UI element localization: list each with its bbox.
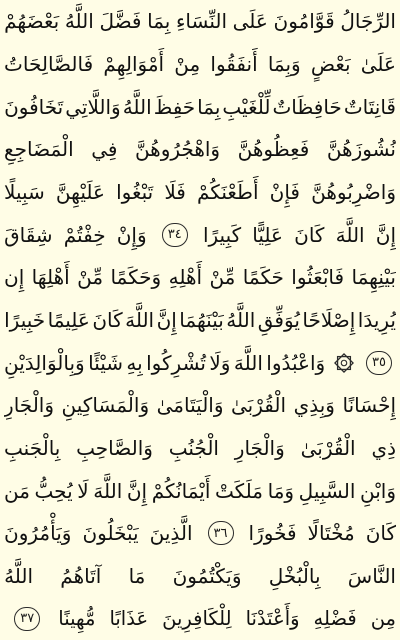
verse-word: عَلِيًّا	[252, 222, 283, 247]
verse-word: مُخْتَالًا	[307, 521, 355, 546]
verse-word: عَلَى	[232, 9, 268, 34]
verse-word: فِي	[91, 137, 118, 162]
verse-word: وَأَعْتَدْنَا	[245, 606, 300, 630]
verse-word: عَذَابًا	[109, 606, 149, 630]
verse-word: ذِي	[371, 435, 396, 460]
verse-word: خَبِيرًا	[4, 307, 46, 332]
verse-word: يُحِبُّ	[34, 478, 73, 503]
verse-word: اللَّهَ	[233, 350, 263, 375]
verse-word: بِهِ	[126, 350, 143, 375]
verse-word: فَابْعَثُوا	[291, 265, 345, 290]
verse-word: فَخُورًا	[248, 521, 297, 546]
verse-word: شَيْئًا	[88, 350, 124, 375]
verse-word: حَكَمًا	[242, 265, 284, 290]
verse-word: لِلْكَافِرِينَ	[162, 606, 232, 630]
verse-line	[4, 171, 396, 214]
verse-word: يُوَفِّقِ	[257, 307, 300, 332]
verse-word: وَإِنْ	[116, 222, 147, 247]
verse-line	[4, 469, 396, 512]
verse-word: وَالصَّاحِبِ	[76, 435, 153, 460]
verse-line	[4, 512, 396, 555]
verse-word: تَبْغُوا	[116, 179, 154, 204]
verse-word: مُّهِينًا	[58, 606, 96, 630]
verse-word: وَالْجَارِ	[234, 435, 285, 460]
verse-word: اللَّهَ	[93, 478, 123, 503]
verse-word: قَانِتَاتٌ	[343, 94, 396, 119]
verse-word: اللَّهَ	[125, 307, 155, 332]
verse-line	[4, 384, 396, 427]
verse-word: بَيْنِهِمَا	[351, 265, 396, 290]
verse-word: فَعِظُوهُنَّ	[237, 137, 310, 162]
verse-word: مِن	[370, 606, 396, 630]
verse-word: وَيَأْمُرُونَ	[4, 521, 72, 546]
verse-word: إِحْسَانًا	[342, 393, 396, 418]
verse-word: وَالْيَتَامَىٰ	[156, 393, 224, 418]
verse-word: أَمْوَالِهِمْ	[103, 51, 165, 76]
verse-word: مَا	[128, 563, 146, 588]
ayah-number-marker: ٣٦	[208, 521, 234, 545]
verse-word: لَا	[77, 478, 89, 503]
verse-word: بِالْجَنبِ	[4, 435, 61, 460]
verse-word: إِنَّ	[156, 307, 177, 332]
verse-word: عَلَىٰ	[360, 51, 396, 76]
verse-word: تَخَافُونَ	[4, 94, 64, 119]
verse-word: بِمَا	[147, 9, 171, 34]
verse-word: قَوَّامُونَ	[273, 9, 335, 34]
verse-word: الْمَضَاجِعِ	[4, 137, 74, 162]
verse-line	[4, 341, 396, 384]
verse-line	[4, 128, 396, 171]
verse-word: بِالْبُخْلِ	[268, 563, 321, 588]
verse-word: بَعْضَهُمْ	[4, 9, 60, 34]
verse-word: وَاعْبُدُوا	[266, 350, 326, 375]
verse-word: أَهْلِهَا	[31, 265, 70, 290]
verse-word: إِن	[4, 265, 25, 290]
verse-line	[4, 256, 396, 299]
verse-word: أَطَعْنَكُمْ	[196, 179, 259, 204]
verse-word: فَلَا	[164, 179, 186, 204]
verse-word: بِمَا	[197, 94, 221, 119]
verse-word: الْقُرْبَىٰ	[231, 393, 287, 418]
verse-line	[4, 213, 396, 256]
verse-line	[4, 43, 396, 86]
verse-word: تُشْرِكُوا	[146, 350, 206, 375]
verse-word: وَالْجَارِ	[4, 393, 55, 418]
verse-word: وَمَا	[267, 478, 295, 503]
verse-word: مِّنْ	[77, 265, 104, 290]
verse-lines	[4, 0, 396, 640]
verse-word: إِصْلَاحًا	[302, 307, 356, 332]
verse-word: وَيَكْتُمُونَ	[172, 563, 242, 588]
verse-word: وَابْنِ	[359, 478, 396, 503]
verse-word: مِّنْ	[209, 265, 236, 290]
ayah-number-marker: ٣٧	[14, 607, 40, 631]
verse-word: اللَّهُ	[122, 94, 152, 119]
verse-word: لِّلْغَيْبِ	[222, 94, 271, 119]
verse-word: حَفِظَ	[153, 94, 196, 119]
verse-word: وَلَا	[209, 350, 231, 375]
verse-word: وَبِالْوَالِدَيْنِ	[4, 350, 85, 375]
verse-word: اللَّهَ	[335, 222, 365, 247]
verse-word: النِّسَاءِ	[175, 9, 228, 34]
verse-line	[4, 85, 396, 128]
verse-word: اللَّهُ	[4, 563, 34, 588]
verse-word: سَبِيلًا	[4, 179, 45, 204]
verse-word: مَن	[4, 478, 30, 503]
rub-el-hizb-icon	[333, 352, 355, 374]
verse-word: أَيْمَانُكُمْ	[151, 478, 211, 503]
verse-word: اللَّهُ	[64, 9, 94, 34]
verse-word: اللَّهُ	[226, 307, 256, 332]
verse-line	[4, 0, 396, 43]
verse-word: بَيْنَهُمَا	[179, 307, 224, 332]
verse-word: النَّاسَ	[347, 563, 396, 588]
verse-word: شِقَاقَ	[4, 222, 53, 247]
verse-word: نُشُوزَهُنَّ	[326, 137, 396, 162]
verse-word: فَضَّلَ	[99, 9, 142, 34]
verse-line	[4, 555, 396, 598]
verse-line	[4, 427, 396, 470]
verse-word: وَالْمَسَاكِينِ	[61, 393, 150, 418]
verse-word: كَانَ	[294, 222, 325, 247]
verse-word: آتَاهُمُ	[60, 563, 102, 588]
verse-word: أَهْلِهِ	[168, 265, 203, 290]
verse-word: وَحَكَمًا	[110, 265, 162, 290]
verse-word: وَبِذِي	[293, 393, 335, 418]
verse-word: الَّذِينَ	[149, 521, 193, 546]
verse-word: كَبِيرًا	[202, 222, 242, 247]
verse-word: مَلَكَتْ	[214, 478, 264, 503]
verse-line	[4, 597, 396, 640]
verse-word: يُرِيدَا	[357, 307, 396, 332]
verse-word: عَلِيمًا	[47, 307, 90, 332]
verse-word: حَافِظَاتٌ	[272, 94, 342, 119]
verse-word: مِنْ	[174, 51, 201, 76]
verse-word: أَنفَقُوا	[210, 51, 258, 76]
verse-word: الْجُنُبِ	[168, 435, 219, 460]
verse-word: وَبِمَا	[267, 51, 301, 76]
verse-line	[4, 299, 396, 342]
verse-word: وَاضْرِبُوهُنَّ	[311, 179, 396, 204]
verse-word: الْقُرْبَىٰ	[300, 435, 356, 460]
verse-word: كَانَ	[365, 521, 396, 546]
verse-word: الرِّجَالُ	[340, 9, 396, 34]
verse-word: بَعْضٍ	[310, 51, 351, 76]
verse-word: إِنَّ	[375, 222, 396, 247]
verse-word: إِنَّ	[126, 478, 148, 503]
ayah-number-marker: ٣٤	[162, 223, 188, 247]
verse-word: عَلَيْهِنَّ	[55, 179, 105, 204]
ayah-number-marker: ٣٥	[366, 351, 392, 375]
verse-word: فَضْلِهِ	[313, 606, 357, 630]
verse-word: السَّبِيلِ	[298, 478, 356, 503]
verse-word: كَانَ	[92, 307, 123, 332]
verse-word: خِفْتُمْ	[63, 222, 106, 247]
verse-word: فَالصَّالِحَاتُ	[4, 51, 94, 76]
verse-word: فَإِنْ	[269, 179, 300, 204]
verse-word: يَبْخَلُونَ	[82, 521, 139, 546]
verse-word: وَاهْجُرُوهُنَّ	[134, 137, 221, 162]
verse-word: وَاللَّاتِي	[65, 94, 121, 119]
